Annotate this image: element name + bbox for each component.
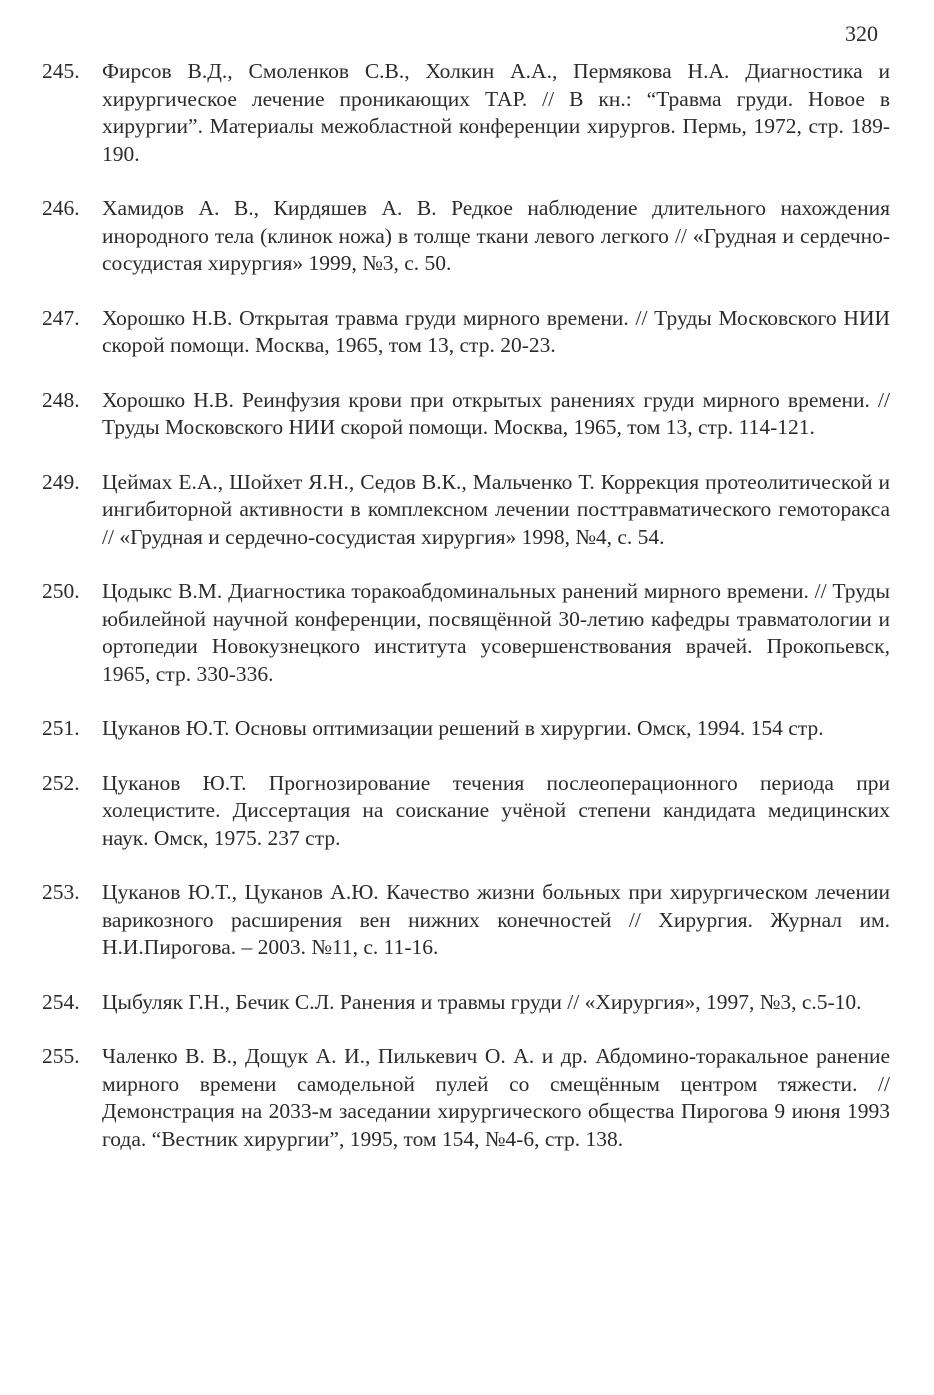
reference-list <box>42 58 890 1180</box>
reference-number: 246. <box>42 196 80 220</box>
reference-text: Цеймах Е.А., Шойхет Я.Н., Седов В.К., Мальченко Т. Коррекция протеолитической и ингибиторной активности в комплексном лечении посттравматического гемоторакса // «Грудная и сердечно-сосудистая хирургия» 1998, №4, с. 54. <box>102 469 890 549</box>
reference-text: Цуканов Ю.Т. Основы оптимизации решений в хирургии. Омск, 1994. 154 стр. <box>102 716 824 740</box>
reference-number: 253. <box>42 880 80 904</box>
reference-item <box>42 715 890 743</box>
reference-number: 255. <box>42 1044 80 1068</box>
reference-item <box>42 305 890 360</box>
reference-item <box>42 387 890 442</box>
reference-item <box>42 1043 890 1153</box>
reference-text: Фирсов В.Д., Смоленков С.В., Холкин А.А., Пермякова Н.А. Диагностика и хирургическое лечение проникающих ТАР. // В кн.: “Травма груди. Новое в хирургии”. Материалы межобластной конференции хирургов. Пермь, 1972, стр. 189-190. <box>102 59 890 166</box>
reference-item <box>42 58 890 168</box>
reference-number: 248. <box>42 387 80 412</box>
reference-text: Цуканов Ю.Т. Прогнозирование течения послеоперационного периода при холецистите. Диссертация на соискание учёной степени кандидата медицинских наук. Омск, 1975. 237 стр. <box>102 770 890 850</box>
reference-item <box>42 469 890 552</box>
reference-text: Цуканов Ю.Т., Цуканов А.Ю. Качество жизни больных при хирургическом лечении варикозного расширения вен нижних конечностей // Хирургия. Журнал им. Н.И.Пирогова. – 2003. №11, с. 11-16. <box>102 880 890 959</box>
reference-text: Чаленко В. В., Дощук А. И., Пилькевич О. А. и др. Абдомино-торакальное ранение мирного времени самодельной пулей со смещённым центром тяжести. // Демонстрация на 2033-м заседании хирургического общества Пирогова 9 июня 1993 года. “Вестник хирургии”, 1995, том 154, №4-6, стр. 138. <box>102 1044 890 1151</box>
reference-item <box>42 879 890 962</box>
reference-number: 252. <box>42 770 80 795</box>
reference-text: Цодыкс В.М. Диагностика торакоабдоминальных ранений мирного времени. // Труды юбилейной научной конференции, посвящённой 30-летию кафедры травматологии и ортопедии Новокузнецкого института усовершенствования врачей. Прокопьевск, 1965, стр. 330-336. <box>102 579 890 686</box>
reference-number: 249. <box>42 469 80 494</box>
reference-number: 250. <box>42 579 80 603</box>
reference-number: 251. <box>42 716 80 740</box>
reference-item <box>42 195 890 278</box>
reference-number: 247. <box>42 305 80 330</box>
reference-item <box>42 989 890 1017</box>
reference-text: Хорошко Н.В. Открытая травма груди мирного времени. // Труды Московского НИИ скорой помощи. Москва, 1965, том 13, стр. 20-23. <box>102 305 890 357</box>
page-number: 320 <box>845 21 878 46</box>
reference-text: Цыбуляк Г.Н., Бечик С.Л. Ранения и травмы груди // «Хирургия», 1997, №3, с.5-10. <box>102 989 862 1014</box>
reference-number: 245. <box>42 59 80 83</box>
reference-number: 254. <box>42 989 80 1014</box>
reference-item <box>42 770 890 853</box>
reference-item <box>42 578 890 688</box>
reference-text: Хорошко Н.В. Реинфузия крови при открытых ранениях груди мирного времени. // Труды Московского НИИ скорой помощи. Москва, 1965, том 13, стр. 114-121. <box>102 387 890 439</box>
reference-text: Хамидов А. В., Кирдяшев А. В. Редкое наблюдение длительного нахождения инородного тела (клинок ножа) в толще ткани левого легкого // «Грудная и сердечно-сосудистая хирургия» 1999, №3, с. 50. <box>102 196 890 275</box>
